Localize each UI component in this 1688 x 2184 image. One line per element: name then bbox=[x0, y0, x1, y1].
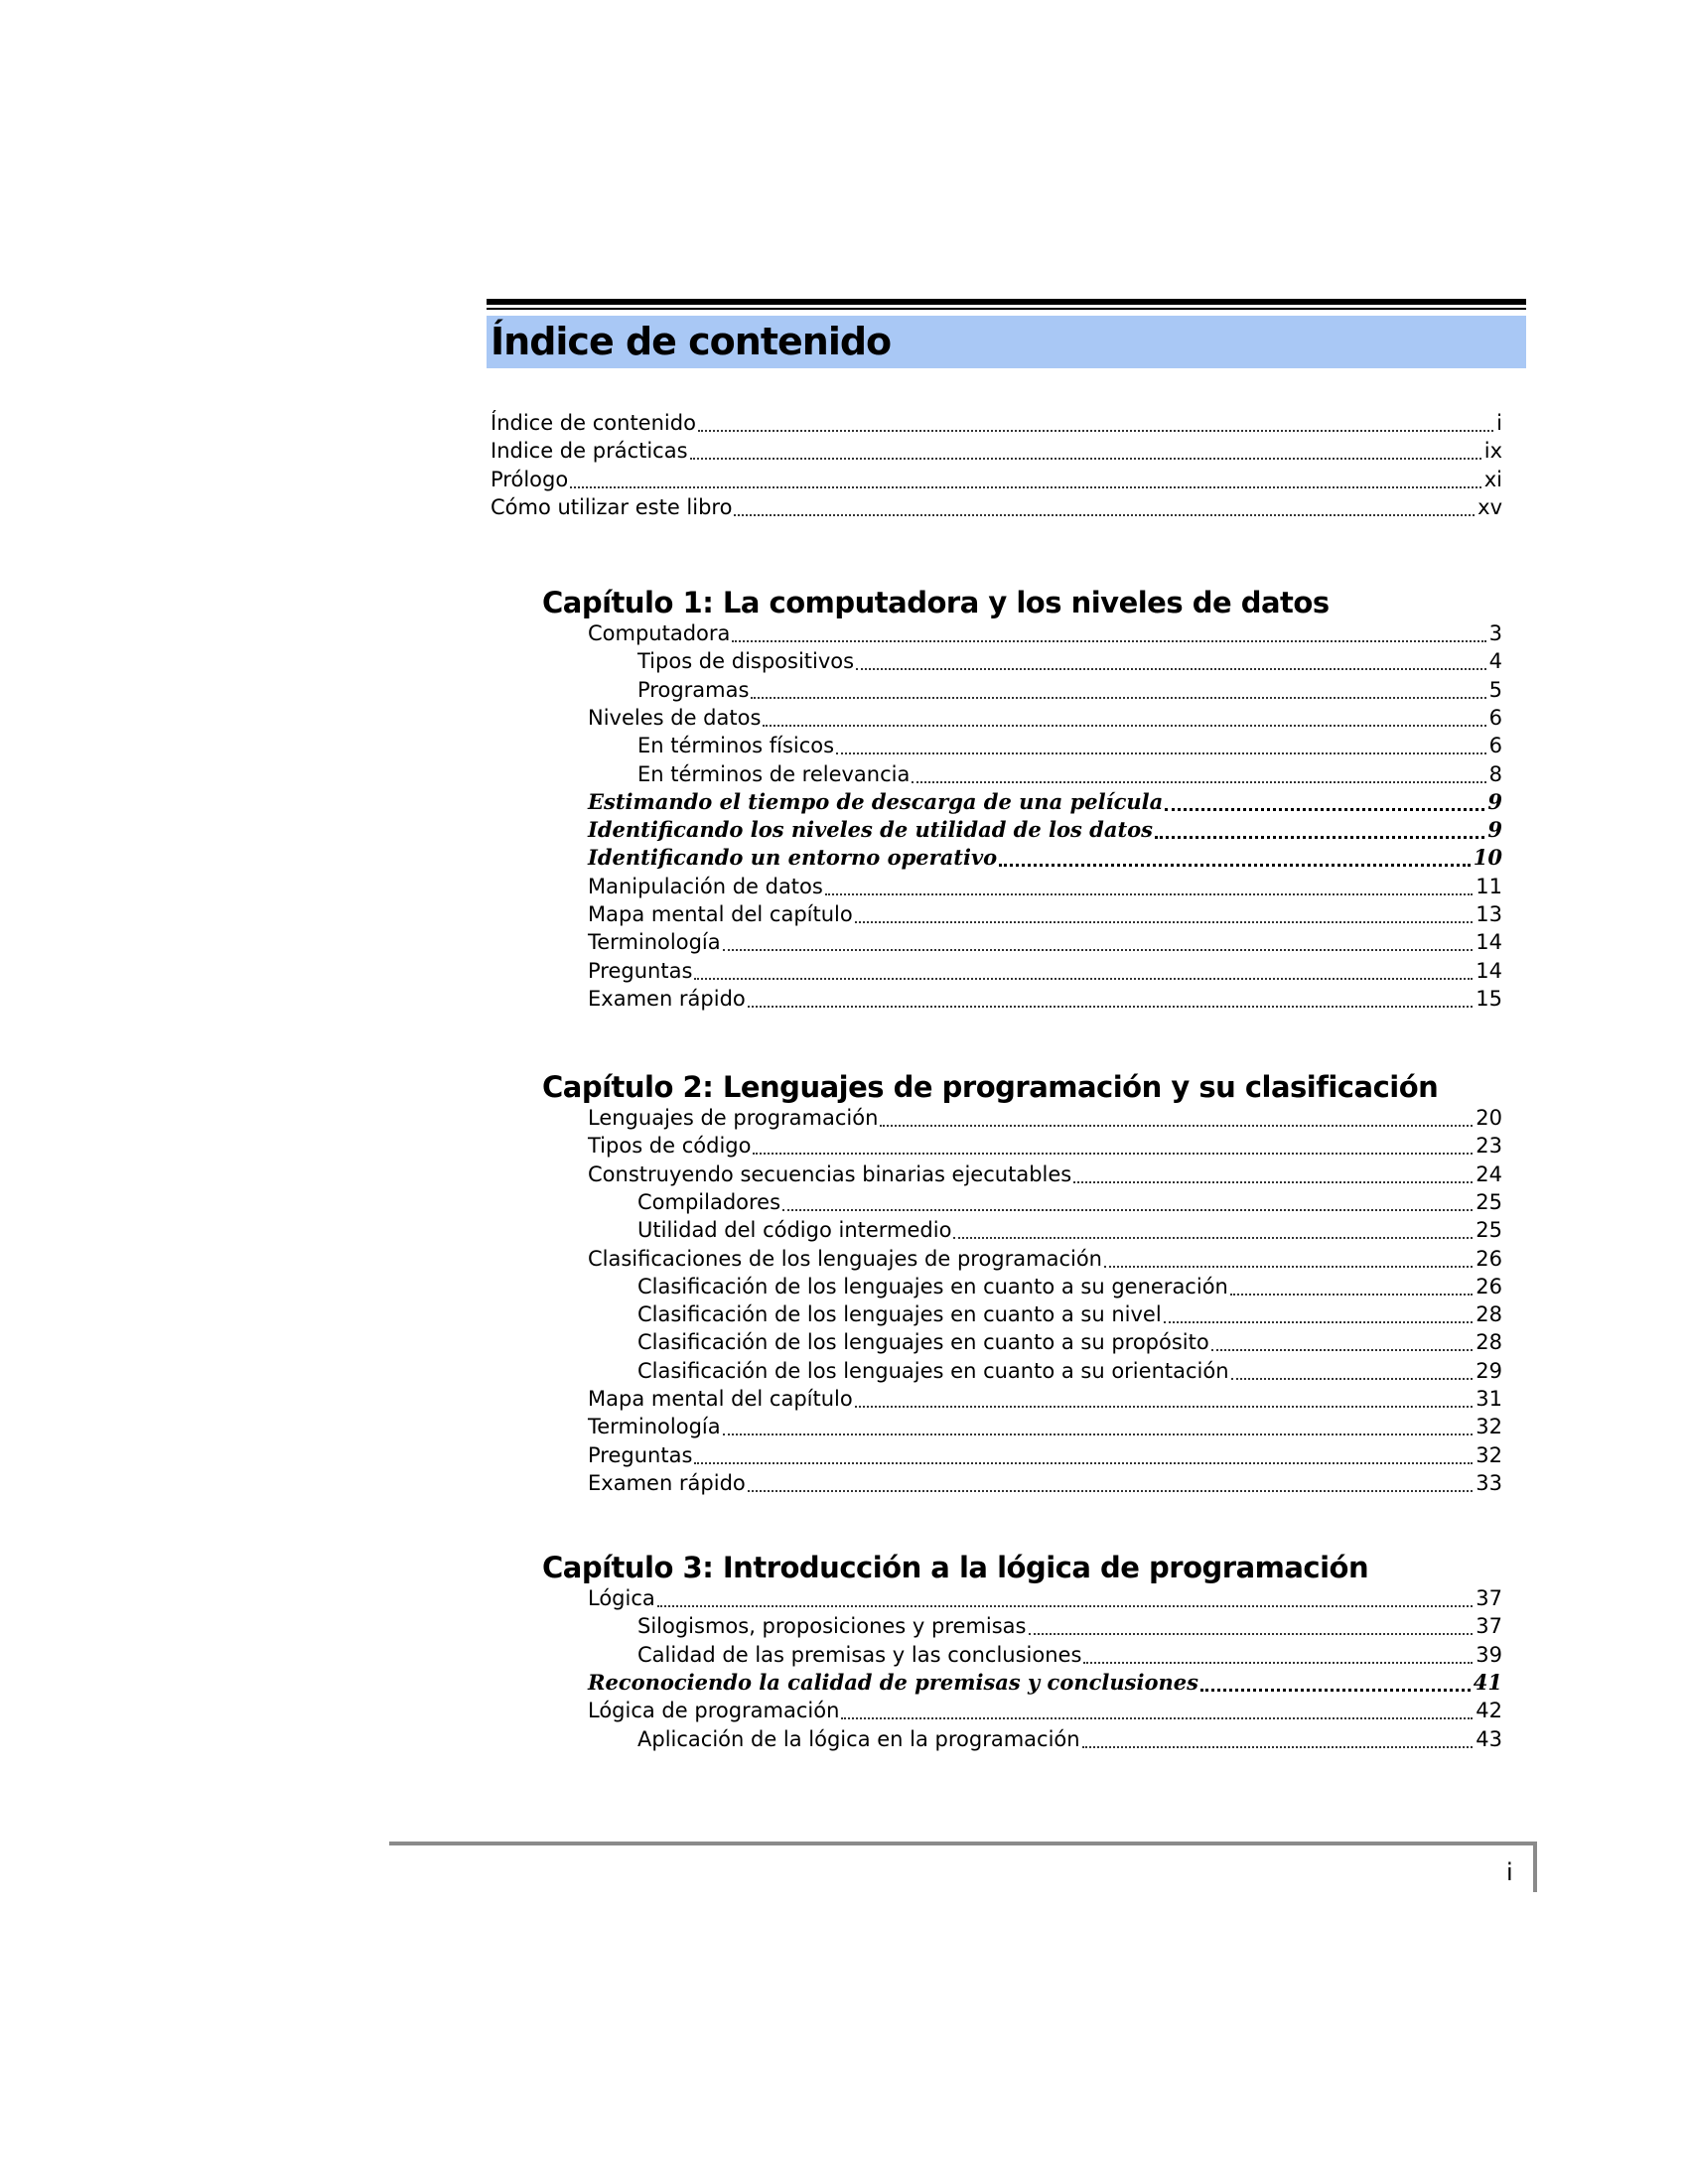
dot-leader bbox=[1230, 1294, 1473, 1296]
dot-leader bbox=[1073, 1181, 1473, 1183]
dot-leader bbox=[690, 458, 1481, 460]
toc-entry-page: 9 bbox=[1487, 817, 1502, 843]
toc-entry-page: 15 bbox=[1476, 986, 1502, 1011]
toc-entry-page: 25 bbox=[1476, 1189, 1502, 1214]
toc-entry-label: Mapa mental del capítulo bbox=[588, 1387, 853, 1411]
dot-leader bbox=[912, 781, 1485, 783]
toc-entry-page: 29 bbox=[1476, 1358, 1502, 1383]
dot-leader bbox=[1231, 1378, 1474, 1380]
toc-entry-label: Clasificaciones de los lenguajes de programación bbox=[588, 1246, 1102, 1271]
toc-entry[interactable] bbox=[491, 466, 1502, 493]
toc-entry-label: En términos físicos bbox=[637, 734, 835, 758]
toc-entry-page: 33 bbox=[1476, 1470, 1502, 1495]
dot-leader bbox=[855, 1406, 1474, 1408]
toc-entry[interactable] bbox=[588, 928, 1502, 956]
toc-entry[interactable] bbox=[588, 900, 1502, 928]
toc-entry[interactable] bbox=[637, 732, 1502, 759]
toc-entry-label: Estimando el tiempo de descarga de una película bbox=[588, 788, 1164, 814]
chapter-heading: Capítulo 3: Introducción a la lógica de programación bbox=[542, 1551, 1369, 1584]
toc-entry[interactable] bbox=[637, 1641, 1502, 1669]
toc-entry-page: 42 bbox=[1476, 1699, 1502, 1723]
toc-entry-page: 5 bbox=[1488, 677, 1502, 702]
dot-leader bbox=[1082, 1746, 1474, 1748]
dot-leader bbox=[1083, 1662, 1473, 1664]
toc-entry-page: 37 bbox=[1476, 1586, 1502, 1610]
toc-entry-page: 10 bbox=[1473, 845, 1502, 871]
toc-entry-page: 37 bbox=[1476, 1614, 1502, 1639]
toc-entry-label: Silogismos, proposiciones y premisas bbox=[637, 1614, 1027, 1639]
dot-leader bbox=[953, 1237, 1473, 1239]
footer-rule bbox=[389, 1842, 1537, 1845]
toc-entry-label: Índice de contenido bbox=[491, 411, 696, 435]
dot-leader bbox=[1155, 836, 1484, 839]
toc-entry[interactable] bbox=[588, 1584, 1502, 1612]
toc-entry-page: 14 bbox=[1476, 930, 1502, 955]
toc-entry-label: Examen rápido bbox=[588, 986, 746, 1011]
toc-entry[interactable] bbox=[637, 1188, 1502, 1216]
dot-leader bbox=[841, 1717, 1473, 1719]
dot-leader bbox=[1164, 1321, 1474, 1323]
toc-entry[interactable] bbox=[588, 1441, 1502, 1469]
toc-entry-page: ix bbox=[1483, 439, 1502, 464]
toc-entry-label: Utilidad del código intermedio bbox=[637, 1218, 952, 1243]
dot-leader bbox=[856, 668, 1486, 670]
toc-entry-page: 24 bbox=[1476, 1161, 1502, 1186]
toc-entry-label: En términos de relevancia bbox=[637, 761, 911, 786]
toc-entry[interactable] bbox=[637, 676, 1502, 704]
toc-entry[interactable] bbox=[588, 1104, 1502, 1132]
toc-entry[interactable] bbox=[588, 1413, 1502, 1440]
toc-entry-page: 4 bbox=[1488, 649, 1502, 674]
toc-entry[interactable] bbox=[637, 1725, 1502, 1753]
footer-side-rule bbox=[1533, 1842, 1537, 1892]
toc-entry-page: 14 bbox=[1476, 958, 1502, 983]
dot-leader bbox=[732, 640, 1485, 642]
toc-entry[interactable] bbox=[588, 873, 1502, 900]
toc-entry-label: Reconociendo la calidad de premisas y conclusiones bbox=[588, 1669, 1198, 1695]
toc-entry-label: Prólogo bbox=[491, 467, 569, 491]
toc-entry-label: Cómo utilizar este libro bbox=[491, 494, 733, 519]
toc-entry-label: Aplicación de la lógica en la programación bbox=[637, 1726, 1080, 1751]
toc-practice-entry[interactable] bbox=[588, 816, 1502, 844]
dot-leader bbox=[657, 1605, 1474, 1607]
toc-entry[interactable] bbox=[588, 957, 1502, 985]
toc-entry-page: xv bbox=[1477, 494, 1502, 519]
toc-entry-label: Niveles de datos bbox=[588, 705, 762, 730]
toc-entry-label: Indice de prácticas bbox=[491, 439, 688, 464]
toc-entry-page: i bbox=[1496, 411, 1502, 435]
dot-leader bbox=[1165, 808, 1484, 811]
toc-entry-label: Identificando los niveles de utilidad de los datos bbox=[588, 817, 1153, 843]
toc-entry-label: Construyendo secuencias binarias ejecutables bbox=[588, 1161, 1072, 1186]
toc-entry-page: 43 bbox=[1476, 1726, 1502, 1751]
toc-entry-page: 20 bbox=[1476, 1106, 1502, 1130]
toc-entry[interactable] bbox=[491, 409, 1502, 437]
toc-entry-page: 9 bbox=[1487, 788, 1502, 814]
toc-entry-label: Tipos de dispositivos bbox=[637, 649, 855, 674]
toc-entry[interactable] bbox=[588, 1160, 1502, 1188]
dot-leader bbox=[570, 486, 1481, 488]
dot-leader bbox=[782, 1209, 1473, 1211]
toc-entry[interactable] bbox=[588, 1245, 1502, 1273]
toc-entry-label: Manipulación de datos bbox=[588, 874, 823, 898]
toc-entry[interactable] bbox=[588, 1697, 1502, 1724]
toc-entry-label: Preguntas bbox=[588, 958, 693, 983]
dot-leader bbox=[751, 697, 1485, 699]
toc-entry-page: 31 bbox=[1476, 1387, 1502, 1411]
toc-entry-page: 26 bbox=[1476, 1246, 1502, 1271]
page-number: i bbox=[1506, 1858, 1513, 1886]
dot-leader bbox=[999, 864, 1471, 867]
dot-leader bbox=[753, 1153, 1473, 1155]
toc-entry[interactable] bbox=[637, 1357, 1502, 1385]
toc-entry[interactable] bbox=[588, 704, 1502, 732]
toc-entry[interactable] bbox=[588, 985, 1502, 1013]
toc-entry-page: 39 bbox=[1476, 1642, 1502, 1667]
dot-leader bbox=[723, 1433, 1474, 1435]
dot-leader bbox=[825, 893, 1473, 895]
toc-entry-page: 28 bbox=[1476, 1302, 1502, 1327]
toc-entry-label: Clasificación de los lenguajes en cuanto a su orientación bbox=[637, 1358, 1229, 1383]
toc-entry-label: Terminología bbox=[588, 930, 721, 955]
toc-practice-entry[interactable] bbox=[588, 788, 1502, 816]
dot-leader bbox=[836, 752, 1486, 754]
toc-entry-label: Lógica bbox=[588, 1586, 655, 1610]
toc-entry-label: Calidad de las premisas y las conclusiones bbox=[637, 1642, 1082, 1667]
toc-entry[interactable] bbox=[588, 1385, 1502, 1413]
toc-entry[interactable] bbox=[637, 1273, 1502, 1300]
toc-entry-label: Identificando un entorno operativo bbox=[588, 845, 998, 871]
toc-entry-label: Programas bbox=[637, 677, 750, 702]
toc-entry[interactable] bbox=[637, 1216, 1502, 1244]
toc-entry-page: 6 bbox=[1488, 705, 1502, 730]
toc-entry-page: xi bbox=[1483, 467, 1502, 491]
dot-leader bbox=[1200, 1689, 1471, 1692]
dot-leader bbox=[734, 514, 1475, 516]
toc-entry-label: Lógica de programación bbox=[588, 1699, 840, 1723]
page-title: Índice de contenido bbox=[491, 320, 892, 363]
toc-entry-label: Computadora bbox=[588, 621, 731, 645]
toc-entry-page: 11 bbox=[1476, 874, 1502, 898]
dot-leader bbox=[1029, 1633, 1474, 1635]
dot-leader bbox=[723, 949, 1474, 951]
toc-entry-label: Tipos de código bbox=[588, 1134, 752, 1159]
toc-entry[interactable] bbox=[637, 647, 1502, 675]
dot-leader bbox=[748, 1490, 1473, 1492]
toc-entry[interactable] bbox=[491, 437, 1502, 465]
toc-entry-page: 25 bbox=[1476, 1218, 1502, 1243]
dot-leader bbox=[694, 978, 1473, 980]
toc-entry[interactable] bbox=[637, 1328, 1502, 1356]
dot-leader bbox=[1211, 1349, 1474, 1351]
toc-entry-label: Compiladores bbox=[637, 1189, 781, 1214]
toc-entry-page: 28 bbox=[1476, 1330, 1502, 1355]
toc-entry-label: Mapa mental del capítulo bbox=[588, 902, 853, 926]
toc-entry-label: Clasificación de los lenguajes en cuanto a su propósito bbox=[637, 1330, 1209, 1355]
toc-entry-page: 3 bbox=[1488, 621, 1502, 645]
dot-leader bbox=[698, 430, 1493, 432]
toc-entry-page: 32 bbox=[1476, 1442, 1502, 1467]
toc-entry-label: Preguntas bbox=[588, 1442, 693, 1467]
dot-leader bbox=[880, 1125, 1473, 1127]
dot-leader bbox=[763, 725, 1485, 727]
toc-entry[interactable] bbox=[588, 1469, 1502, 1497]
chapter-heading: Capítulo 1: La computadora y los niveles de datos bbox=[542, 586, 1330, 619]
chapter-heading: Capítulo 2: Lenguajes de programación y su clasificación bbox=[542, 1070, 1439, 1104]
dot-leader bbox=[694, 1462, 1473, 1464]
toc-entry[interactable] bbox=[491, 493, 1502, 521]
dot-leader bbox=[855, 921, 1474, 923]
toc-entry[interactable] bbox=[588, 619, 1502, 647]
title-rule bbox=[487, 299, 1526, 310]
toc-entry[interactable] bbox=[588, 1132, 1502, 1160]
toc-entry-label: Examen rápido bbox=[588, 1470, 746, 1495]
dot-leader bbox=[748, 1006, 1473, 1008]
toc-entry[interactable] bbox=[637, 1612, 1502, 1640]
toc-entry[interactable] bbox=[637, 760, 1502, 788]
toc-entry-page: 13 bbox=[1476, 902, 1502, 926]
toc-entry[interactable] bbox=[637, 1300, 1502, 1328]
toc-entry-page: 41 bbox=[1473, 1669, 1502, 1695]
dot-leader bbox=[1104, 1266, 1473, 1268]
toc-entry-page: 26 bbox=[1476, 1274, 1502, 1298]
toc-entry-label: Terminología bbox=[588, 1415, 721, 1439]
toc-practice-entry[interactable] bbox=[588, 844, 1502, 872]
toc-entry-label: Clasificación de los lenguajes en cuanto a su generación bbox=[637, 1274, 1228, 1298]
toc-entry-page: 32 bbox=[1476, 1415, 1502, 1439]
toc-practice-entry[interactable] bbox=[588, 1669, 1502, 1697]
toc-entry-label: Lenguajes de programación bbox=[588, 1106, 879, 1130]
toc-entry-label: Clasificación de los lenguajes en cuanto a su nivel bbox=[637, 1302, 1162, 1327]
toc-entry-page: 6 bbox=[1488, 734, 1502, 758]
toc-entry-page: 8 bbox=[1488, 761, 1502, 786]
toc-entry-page: 23 bbox=[1476, 1134, 1502, 1159]
